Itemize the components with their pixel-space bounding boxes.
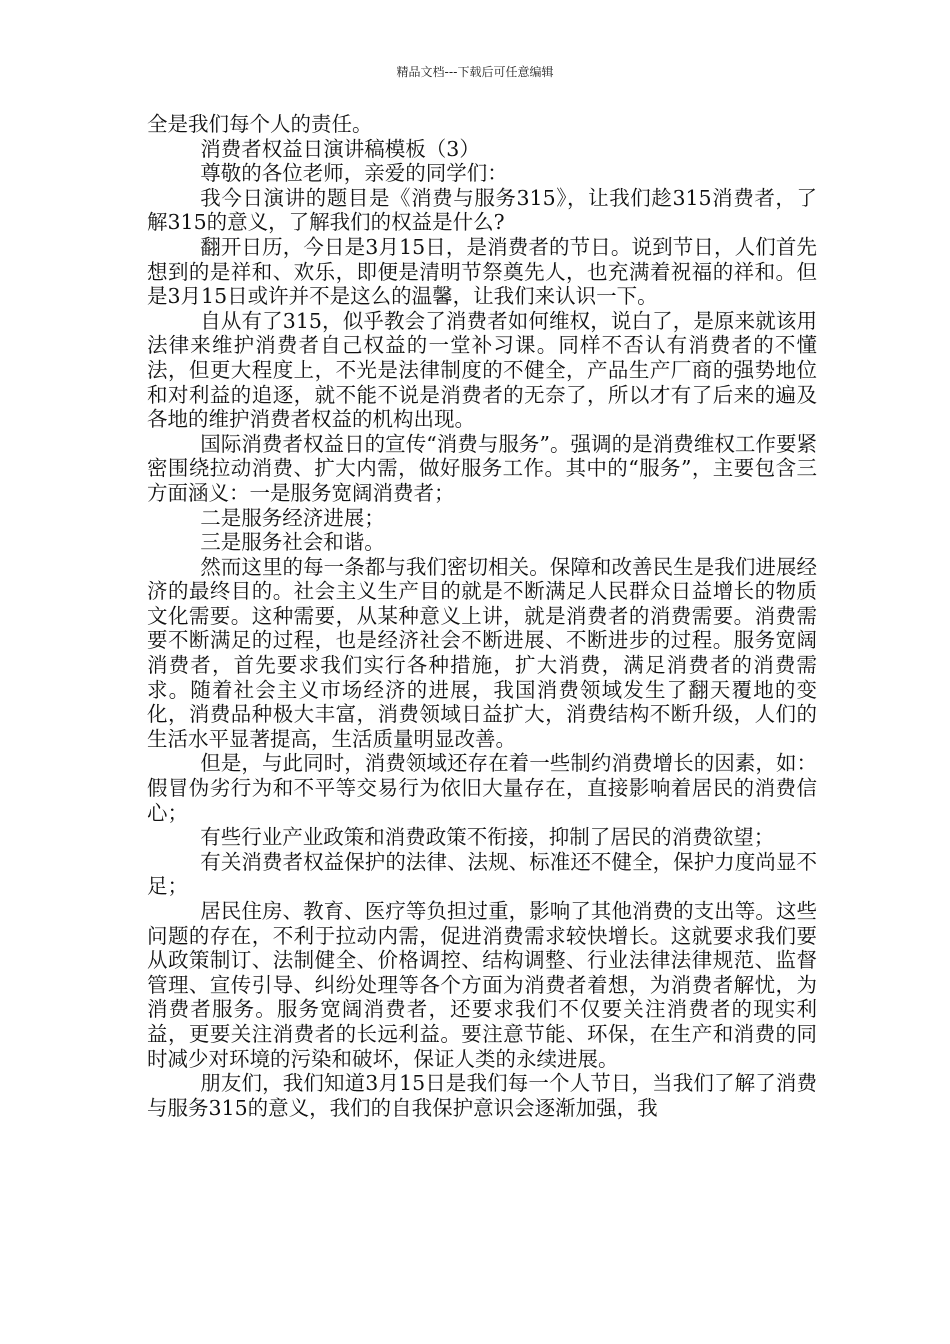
document-body [147, 112, 817, 1120]
paragraph: 有些行业产业政策和消费政策不衔接，抑制了居民的消费欲望； [200, 825, 775, 850]
paragraph: 二是服务经济进展； [200, 505, 385, 530]
paragraph: 然而这里的每一条都与我们密切相关。保障和改善民生是我们进展经济的最终目的。社会主义生产目的就是不断满足人民群众日益增长的物质文化需要。这种需要，从某种意义上讲，就是消费者的消费需要。消费需要不断满足的过程，也是经济社会不断进展、不断进步的过程。服务宽阔消费者，首先要求我们实行各种措施，扩大消费，满足消费者的消费需求。随着社会主义市场经济的进展，我国消费领域发生了翻天覆地的变化，消费品种极大丰富，消费领域日益扩大，消费结构不断升级，人们的生活水平显著提高，生活质量明显改善。 [147, 554, 817, 751]
paragraph: 翻开日历，今日是3月15日，是消费者的节日。说到节日，人们首先想到的是祥和、欢乐，即便是清明节祭奠先人，也充满着祝福的祥和。但是3月15日或许并不是这么的温馨，让我们来认识一下。 [147, 234, 817, 309]
paragraph: 全是我们每个人的责任。 [147, 112, 373, 136]
salutation: 尊敬的各位老师，亲爱的同学们： [200, 161, 508, 186]
paragraph: 我今日演讲的题目是《消费与服务315》，让我们趁315消费者，了解315的意义，了解我们的权益是什么? [147, 185, 817, 235]
paragraph: 三是服务社会和谐。 [200, 530, 385, 555]
section-title: 消费者权益日演讲稿模板（3） [200, 136, 480, 161]
paragraph: 自从有了315，似乎教会了消费者如何维权，说白了，是原来就该用法律来维护消费者自己权益的一堂补习课。同样不否认有消费者的不懂法，但更大程度上，不光是法律制度的不健全，产品生产厂商的强势地位和对利益的追逐，就不能不说是消费者的无奈了，所以才有了后来的遍及各地的维护消费者权益的机构出现。 [147, 308, 817, 432]
paragraph: 但是，与此同时，消费领域还存在着一些制约消费增长的因素，如：假冒伪劣行为和不平等交易行为依旧大量存在，直接影响着居民的消费信心； [147, 751, 817, 825]
paragraph: 有关消费者权益保护的法律、法规、标准还不健全，保护力度尚显不足； [147, 849, 817, 899]
paragraph: 朋友们，我们知道3月15日是我们每一个人节日，当我们了解了消费与服务315的意义，我们的自我保护意识会逐渐加强，我 [147, 1071, 817, 1120]
paragraph: 国际消费者权益日的宣传“消费与服务”。强调的是消费维权工作要紧密围绕拉动消费、扩大内需，做好服务工作。其中的“服务”，主要包含三方面涵义：一是服务宽阔消费者； [147, 431, 817, 505]
paragraph: 居民住房、教育、医疗等负担过重，影响了其他消费的支出等。这些问题的存在，不利于拉动内需，促进消费需求较快增长。这就要求我们要从政策制订、法制健全、价格调控、结构调整、行业法律法律规范、监督管理、宣传引导、纠纷处理等各个方面为消费者着想，为消费者解忧，为消费者服务。服务宽阔消费者，还要求我们不仅要关注消费者的现实利益，更要关注消费者的长远利益。要注意节能、环保，在生产和消费的同时减少对环境的污染和破坏，保证人类的永续进展。 [147, 899, 817, 1071]
page-header: 精品文档---下载后可任意编辑 [396, 65, 554, 79]
